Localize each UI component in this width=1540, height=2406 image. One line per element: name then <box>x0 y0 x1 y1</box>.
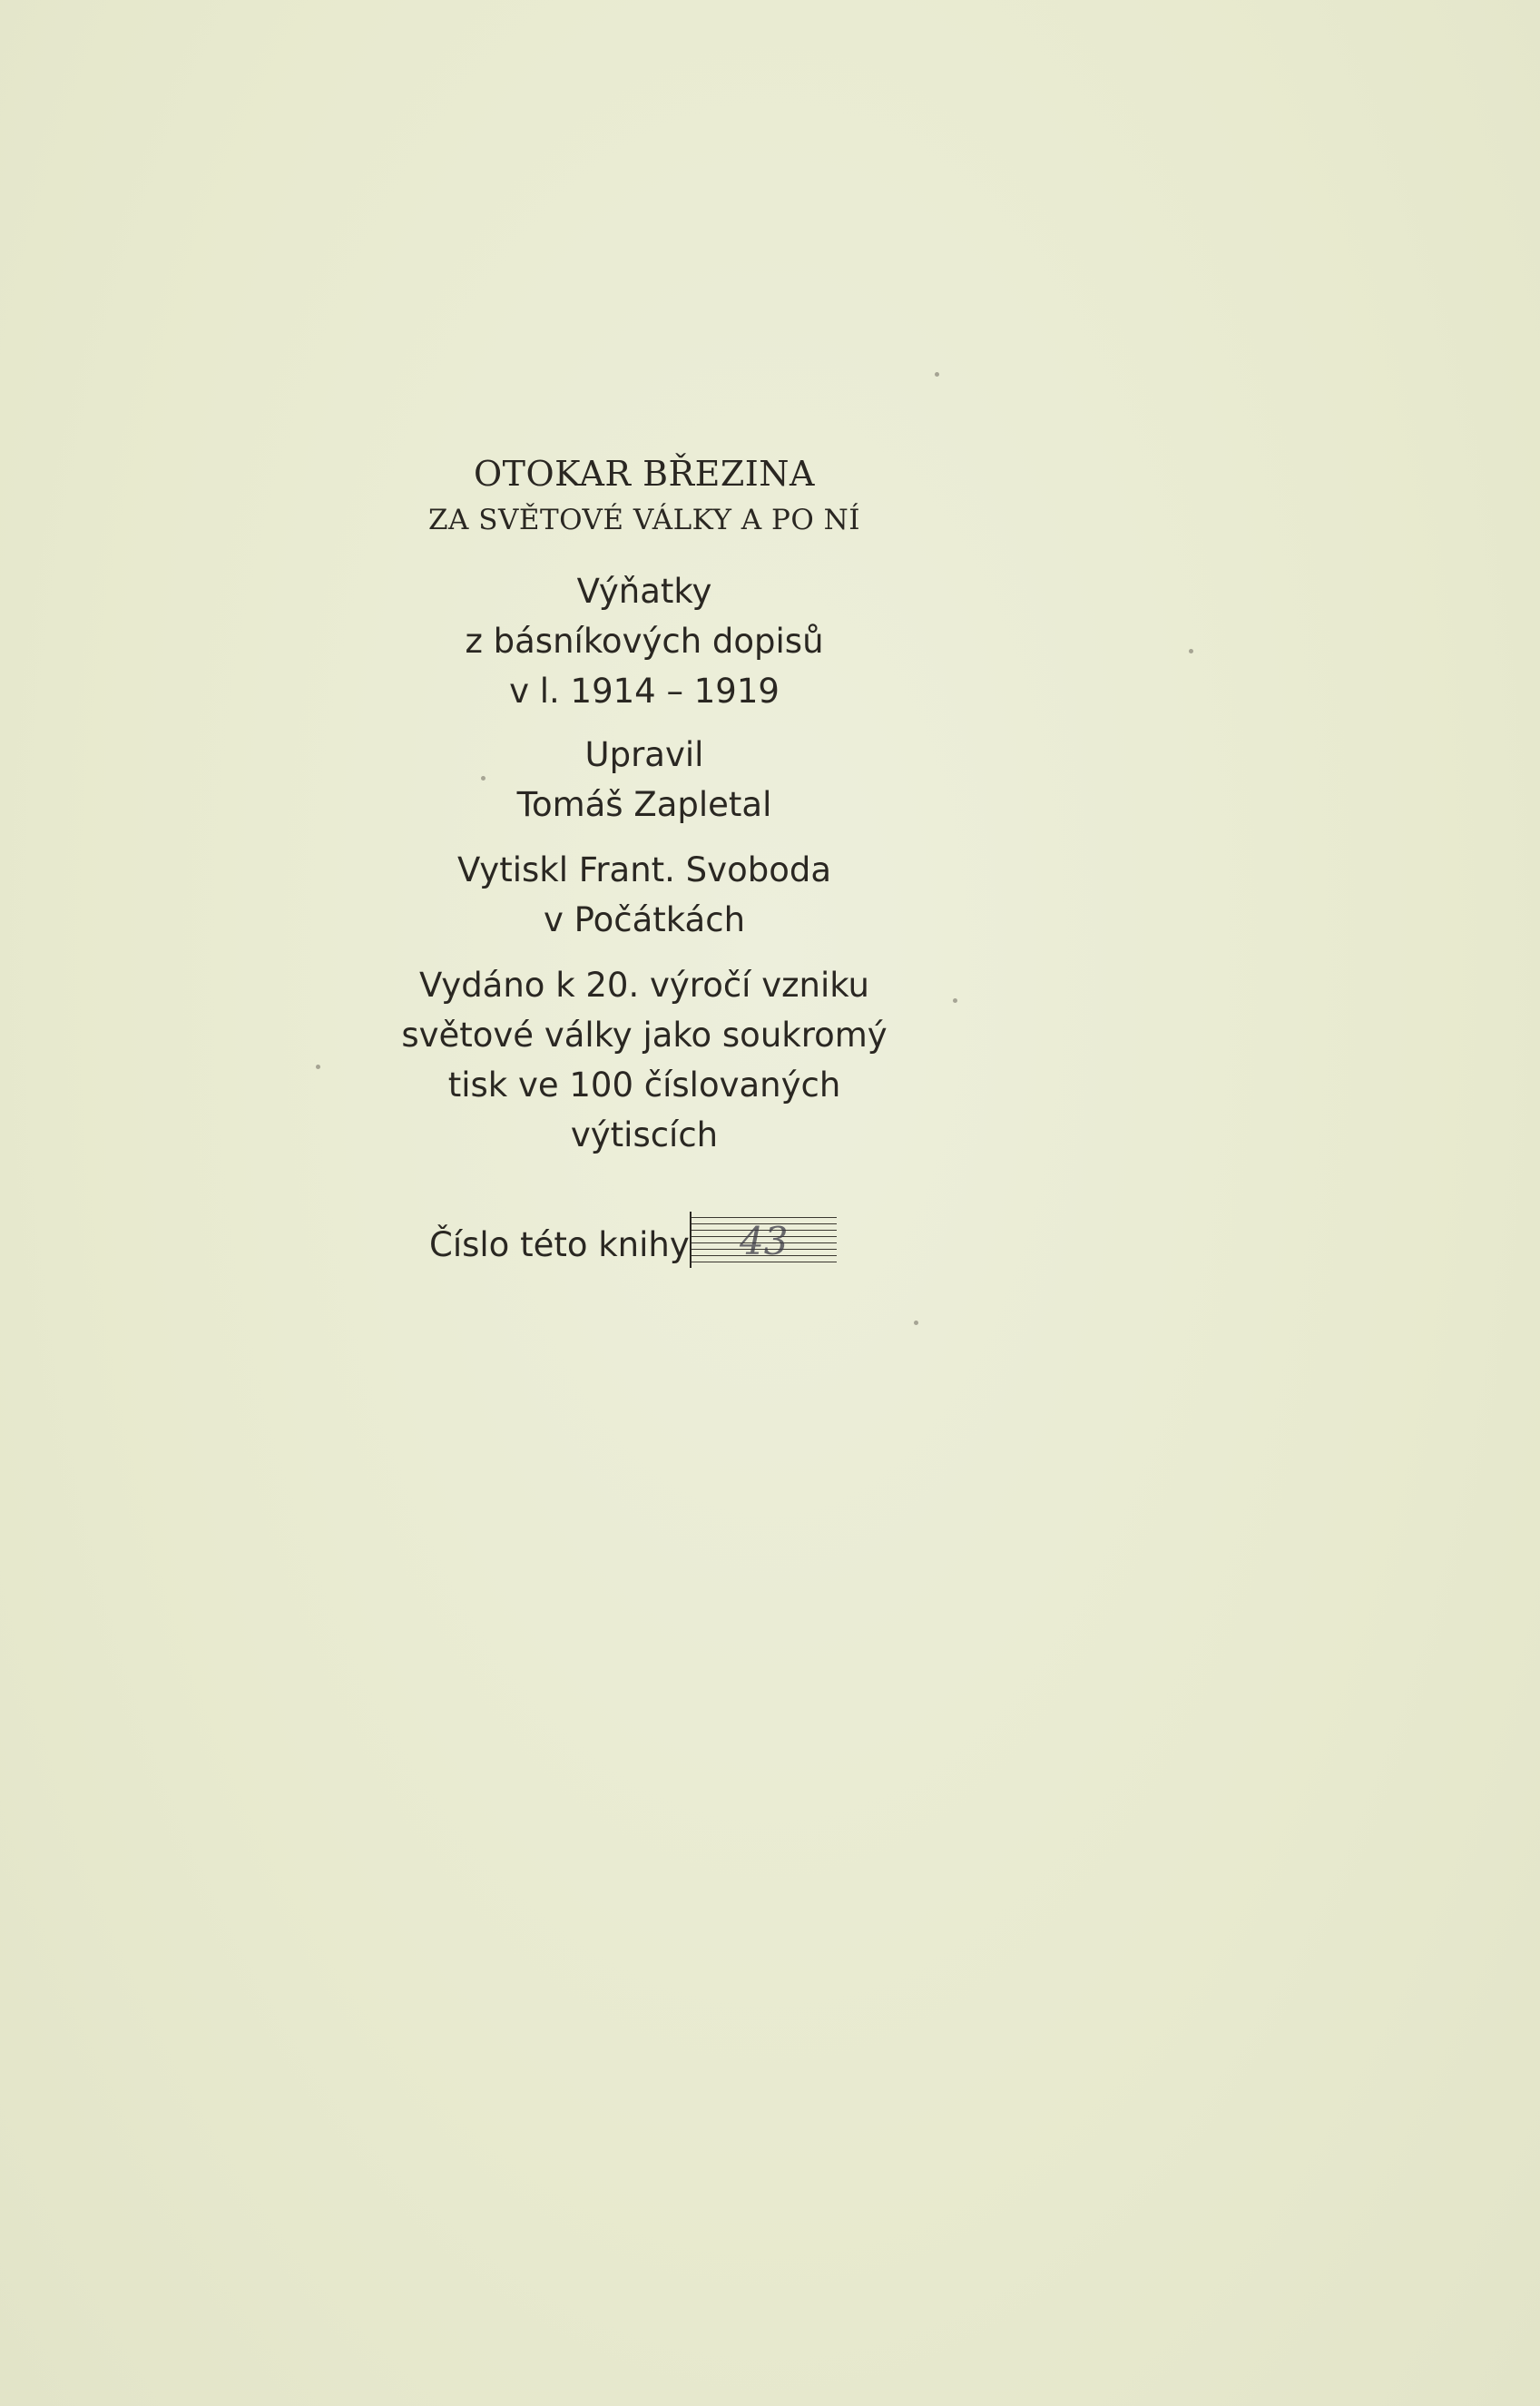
edition-note-line: světové války jako soukromý <box>401 1016 888 1055</box>
copy-number-label: Číslo této knihy <box>429 1225 690 1264</box>
printer-place: v Počátkách <box>543 900 746 939</box>
edition-note-line: výtiscích <box>570 1115 719 1154</box>
book-title: ZA SVĚTOVÉ VÁLKY A PO NÍ <box>427 504 861 536</box>
paper-speck <box>935 372 939 377</box>
copy-number-field <box>690 1212 837 1268</box>
paper-speck <box>316 1065 320 1069</box>
paper-speck <box>1189 649 1193 653</box>
copy-number-line <box>429 1212 837 1268</box>
edition-note-line: tisk ve 100 číslovaných <box>447 1066 841 1105</box>
description-line: Výňatky <box>576 572 712 611</box>
edition-note-line: Vydáno k 20. výročí vzniku <box>418 966 869 1005</box>
description-line: v l. 1914 – 1919 <box>509 672 780 711</box>
editor-name: Tomáš Zapletal <box>516 785 772 824</box>
description-line: z básníkových dopisů <box>465 622 824 661</box>
paper-speck <box>914 1321 918 1325</box>
paper-speck <box>953 998 957 1003</box>
editor-label: Upravil <box>584 735 704 774</box>
handwritten-copy-number: 43 <box>740 1219 789 1263</box>
author-name: OTOKAR BŘEZINA <box>473 454 815 494</box>
printer-line: Vytiskl Frant. Svoboda <box>456 850 831 889</box>
paper-speck <box>481 776 486 781</box>
